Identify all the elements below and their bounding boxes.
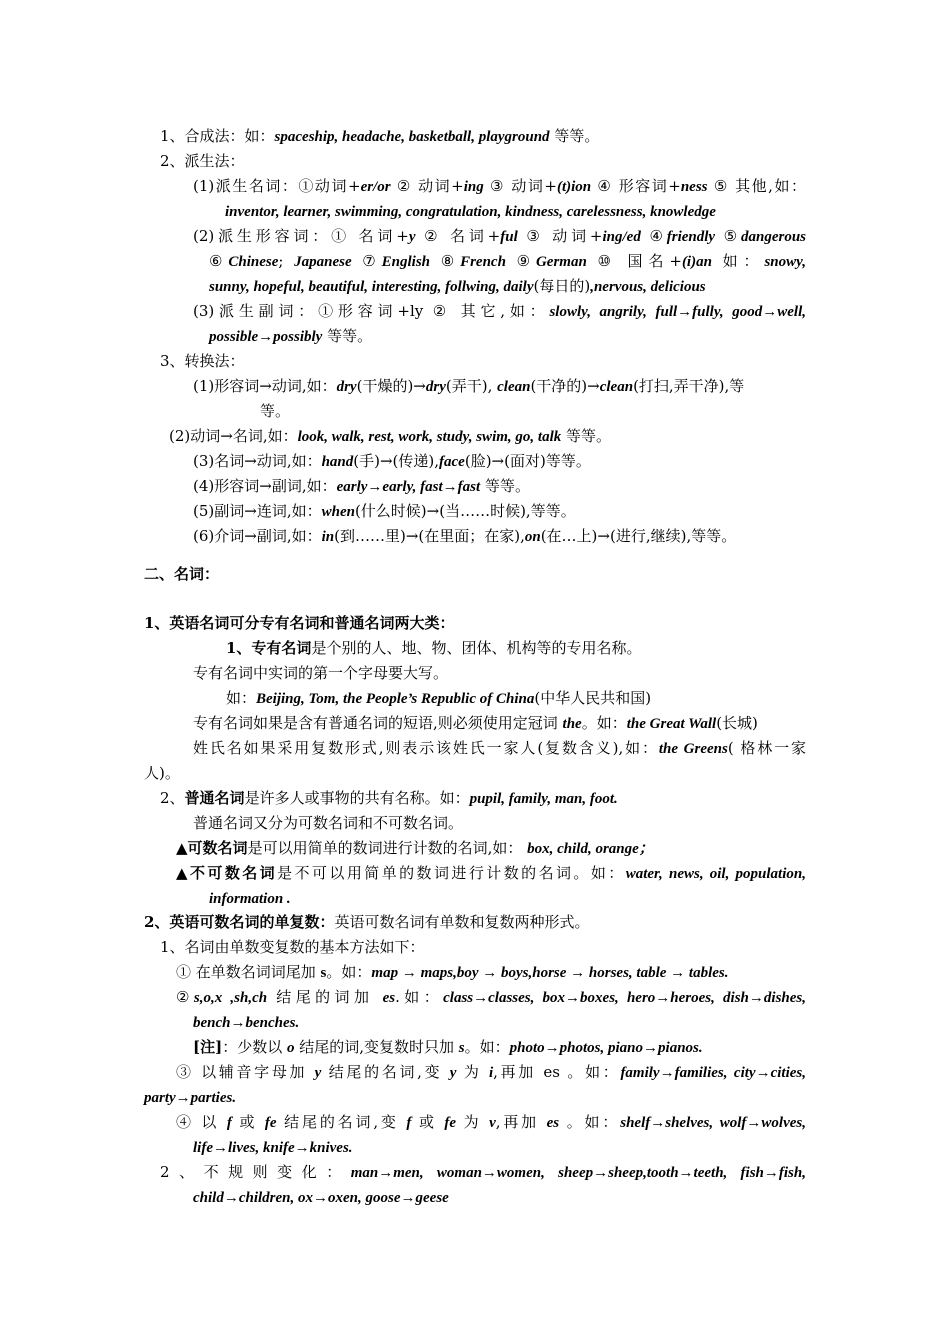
line-rule-y-to-ies-2: [0, 1085, 950, 1110]
line-rule-f-to-ves-2: [0, 1135, 950, 1160]
line-rule-add-es-2: [0, 1010, 950, 1035]
bold-heading-text: 1、专有名词: [226, 639, 312, 657]
line-adj-to-verb: [0, 374, 950, 399]
line-derived-adjective-3: [0, 274, 950, 299]
text-run: 姓氏名如果采用复数形式,则表示该姓氏一家人(复数含义),如：: [193, 739, 659, 757]
text-run: 等等。: [322, 327, 373, 345]
bold-italic-term: Chinese: [228, 254, 279, 270]
text-run: 为: [456, 1113, 490, 1131]
bold-italic-term: ness: [680, 179, 708, 195]
text-run: (在…上)→(进行,继续),等等。: [540, 527, 737, 545]
text-run: ③ 动词+: [517, 227, 603, 245]
bold-italic-term: hand: [321, 454, 354, 470]
line-countable-noun: [0, 836, 950, 861]
bold-italic-term: the Greens: [658, 741, 728, 757]
text-run: (什么时候)→(当……时候),等等。: [354, 502, 576, 520]
text-run: 。如：: [559, 1113, 621, 1131]
line-adj-to-adv: [0, 474, 950, 499]
line-adj-to-verb-2: [0, 399, 950, 423]
section-heading-noun: [0, 562, 950, 586]
line-rule-add-es: [0, 985, 950, 1010]
bold-italic-term: fe: [264, 1115, 277, 1131]
bold-term: s: [320, 965, 327, 981]
text-run: .如：: [395, 988, 444, 1006]
line-proper-noun-example: [0, 686, 950, 711]
bold-italic-term: German: [535, 254, 587, 270]
bold-italic-term: slowly, angrily, full→fully, good→well,: [549, 304, 806, 320]
text-run: 结尾的名词,变: [321, 1063, 450, 1081]
text-run: 1、名词由单数变复数的基本方法如下：: [160, 938, 425, 956]
text-run: (弄干),: [445, 377, 498, 395]
bold-italic-term: ,nervous, delicious: [590, 279, 706, 295]
line-noun-to-verb: [0, 449, 950, 474]
bold-italic-term: pupil, family, man, foot.: [469, 791, 618, 807]
bold-italic-term: f: [406, 1115, 412, 1131]
line-uncountable-noun-2: [0, 886, 950, 911]
bold-italic-term: in: [321, 529, 335, 545]
text-run: 专有名词中实词的第一个字母要大写。: [193, 664, 449, 682]
line-derived-adverb: [0, 299, 950, 324]
text-run: 等等。: [480, 477, 530, 495]
text-run: 是个别的人、地、物、团体、机构等的专用名称。: [311, 639, 642, 657]
bold-italic-term: ing: [463, 179, 484, 195]
text-run: 2、派生法：: [160, 152, 245, 170]
bold-italic-term: English: [381, 254, 431, 270]
line-derivation: [0, 149, 950, 173]
text-run: (1)派生名词：①动词+: [193, 177, 361, 195]
text-run: 结尾的名词,变: [276, 1113, 407, 1131]
text-run: 如：: [711, 252, 765, 270]
bold-italic-term: possible→possibly: [209, 329, 323, 345]
bold-italic-term: friendly: [666, 229, 716, 245]
text-run: ⑤: [715, 227, 741, 245]
bold-italic-term: y: [314, 1065, 322, 1081]
text-run: (干燥的)→: [356, 377, 426, 395]
text-run: (手)→(传递),: [353, 452, 440, 470]
text-run: ⑧: [430, 252, 461, 270]
text-run: 普通名词又分为可数名词和不可数名词。: [193, 814, 464, 832]
bold-italic-term: when: [321, 504, 355, 520]
text-run: (2)动词→名词,如：: [169, 427, 298, 445]
text-run: 。如：: [464, 1038, 510, 1056]
bold-heading-text: 不可数名词: [189, 864, 278, 882]
text-run: (中华人民共和国): [534, 689, 652, 707]
text-run: (打扫,弄干净),等: [633, 377, 745, 395]
line-verb-to-noun: [0, 424, 950, 449]
bold-italic-term: man→men, woman→women, sheep→sheep,tooth→teeth, fish→fish,: [350, 1165, 806, 1181]
bold-italic-term: y: [449, 1065, 457, 1081]
text-run: 。如：: [581, 714, 627, 732]
bold-italic-term: early→early, fast→fast: [336, 479, 481, 495]
bold-italic-term: clean: [497, 379, 531, 395]
text-run: ② 名词+: [415, 227, 501, 245]
text-run: 为: [456, 1063, 489, 1081]
text-run: (3)派生副词：①形容词+ly ② 其它,如：: [193, 302, 550, 320]
bold-italic-term: party→parties.: [144, 1090, 237, 1106]
bold-italic-term: the: [562, 716, 582, 732]
bold-italic-term: information .: [209, 891, 291, 907]
text-run: 2、不规则变化：: [160, 1163, 351, 1181]
text-run: (1)形容词→动词,如：: [193, 377, 337, 395]
text-run: ⑦: [351, 252, 382, 270]
bold-italic-term: o: [286, 1040, 295, 1056]
bold-heading-text: 1、英语名词可分专有名词和普通名词两大类：: [144, 614, 455, 632]
bold-italic-term: sunny, hopeful, beautiful, interesting, follwing, daily: [209, 279, 534, 295]
line-rule-f-to-ves: [0, 1110, 950, 1135]
line-irregular-2: [0, 1185, 950, 1210]
text-run: (4)形容词→副词,如：: [193, 477, 337, 495]
bold-italic-term: f: [226, 1115, 232, 1131]
bold-italic-term: er/or: [360, 179, 391, 195]
bold-italic-term: clean: [599, 379, 634, 395]
text-run: ④ 以: [176, 1113, 227, 1131]
text-run: 2、: [160, 789, 185, 807]
text-run: (干净的)→: [530, 377, 600, 395]
bold-italic-term: life→lives, knife→knives.: [193, 1140, 353, 1156]
bold-italic-term: es: [382, 990, 396, 1006]
text-run: ,再加 es 。如：: [493, 1063, 621, 1081]
text-run: 结尾的词,变复数时只加: [294, 1038, 459, 1056]
line-proper-noun-the: [0, 711, 950, 736]
bold-italic-term: v: [489, 1115, 496, 1131]
text-run: ④ 形容词+: [591, 177, 681, 195]
bold-italic-term: dangerous: [740, 229, 807, 245]
text-run: 等等。: [561, 427, 612, 445]
text-run: 等等。: [549, 127, 600, 145]
text-run: ▲: [176, 839, 188, 857]
text-run: 或: [231, 1113, 265, 1131]
line-uncountable-noun: [0, 861, 950, 886]
line-derived-noun: [0, 174, 950, 199]
text-run: 。如：: [326, 963, 372, 981]
bold-italic-term: ful: [500, 229, 518, 245]
bold-italic-term: dry: [336, 379, 357, 395]
text-run: ▲: [176, 864, 190, 882]
text-run: (脸)→(面对)等等。: [464, 452, 591, 470]
line-derived-adjective: [0, 224, 950, 249]
bold-italic-term: es: [546, 1115, 560, 1131]
text-run: 如：: [226, 689, 257, 707]
text-run: ⑩ 国名+: [586, 252, 682, 270]
line-prep-to-adv: [0, 524, 950, 549]
line-rule-add-s: [0, 960, 950, 985]
line-surname-plural-2: [0, 761, 950, 785]
bold-italic-term: on: [524, 529, 541, 545]
line-rule-note-o: [0, 1035, 950, 1060]
text-run: (长城): [716, 714, 758, 732]
text-run: (到……里)→(在里面；在家),: [334, 527, 525, 545]
heading-noun-types: [0, 611, 950, 635]
text-run: ( 格林一家: [727, 739, 806, 757]
text-run: (6)介词→副词,如：: [193, 527, 322, 545]
bold-heading-text: 普通名词: [184, 789, 245, 807]
text-run: ;: [278, 252, 295, 270]
text-run: (5)副词→连词,如：: [193, 502, 322, 520]
bold-italic-term: ing/ed: [602, 229, 641, 245]
text-run: ⑥: [209, 252, 229, 270]
text-run: ③ 以辅音字母加: [176, 1063, 315, 1081]
line-synthesis: [0, 124, 950, 149]
line-surname-plural: [0, 736, 950, 761]
line-adv-to-conj: [0, 499, 950, 524]
bold-italic-term: s: [458, 1040, 465, 1056]
bold-italic-term: spaceship, headache, basketball, playground: [274, 129, 550, 145]
text-run: 专有名词如果是含有普通名词的短语,则必须使用定冠词: [193, 714, 563, 732]
bold-italic-term: snowy,: [764, 254, 806, 270]
text-run: (2)派生形容词：① 名词+: [193, 227, 409, 245]
line-common-noun-split: [0, 811, 950, 835]
text-run: (3)名词→动词,如：: [193, 452, 322, 470]
line-derived-noun-examples: [0, 199, 950, 224]
bold-italic-term: (i)an: [681, 254, 712, 270]
text-run: ④: [640, 227, 667, 245]
bold-italic-term: water, news, oil, population,: [625, 866, 806, 882]
heading-singular-plural: [0, 910, 950, 934]
text-run: 或: [411, 1113, 445, 1131]
line-common-noun-def: [0, 786, 950, 811]
bold-italic-term: the Great Wall: [626, 716, 717, 732]
bold-italic-term: photo→photos, piano→pianos.: [509, 1040, 703, 1056]
text-run: ⑤ 其他,如：: [707, 177, 806, 195]
text-run: ：少数以: [222, 1038, 287, 1056]
text-run: 3、转换法：: [160, 352, 245, 370]
line-rule-y-to-ies: [0, 1060, 950, 1085]
bold-italic-term: French: [460, 254, 506, 270]
bold-heading-text: [注]: [193, 1038, 223, 1056]
bold-italic-term: Japanese: [294, 254, 352, 270]
bold-italic-term: face: [439, 454, 465, 470]
bold-italic-term: y: [408, 229, 416, 245]
text-run: ,再加: [495, 1113, 547, 1131]
text-run: ① 在单数名词词尾加: [176, 963, 321, 981]
bold-italic-term: map → maps,boy → boys,horse → horses, table → tables.: [371, 965, 729, 981]
line-derived-adverb-2: [0, 324, 950, 349]
text-run: 人)。: [144, 764, 180, 782]
line-proper-noun-def: [0, 636, 950, 660]
line-conversion: [0, 349, 950, 373]
bold-italic-term: (t)ion: [556, 179, 592, 195]
text-run: 结尾的词加: [267, 988, 383, 1006]
bold-italic-term: bench→benches.: [193, 1015, 300, 1031]
line-derived-adjective-2: [0, 249, 950, 274]
text-run: ② 动词+: [390, 177, 464, 195]
bold-italic-term: look, walk, rest, work, study, swim, go, talk: [297, 429, 562, 445]
bold-italic-term: class→classes, box→boxes, hero→heroes, dish→dishes,: [443, 990, 806, 1006]
bold-italic-term: i: [488, 1065, 494, 1081]
bold-italic-term: box, child, orange；: [527, 841, 654, 857]
bold-italic-term: family→families, city→cities,: [620, 1065, 806, 1081]
text-run: 英语可数名词有单数和复数两种形式。: [334, 913, 590, 931]
bold-italic-term: child→children, ox→oxen, goose→geese: [193, 1190, 449, 1206]
bold-heading-text: 二、名词：: [144, 565, 220, 583]
text-run: ③ 动词+: [483, 177, 557, 195]
bold-italic-term: s,o,x ,sh,ch: [193, 990, 268, 1006]
text-run: ②: [176, 988, 194, 1006]
text-run: 1、合成法：如：: [160, 127, 275, 145]
bold-heading-text: 2、英语可数名词的单复数：: [144, 913, 335, 931]
line-irregular: [0, 1160, 950, 1185]
text-run: 是可以用简单的数词进行计数的名词,如：: [247, 839, 528, 857]
text-run: 是不可以用简单的数词进行计数的名词。如：: [277, 864, 626, 882]
text-run: 是许多人或事物的共有名称。如：: [244, 789, 470, 807]
bold-heading-text: 可数名词: [187, 839, 248, 857]
bold-italic-term: fe: [444, 1115, 457, 1131]
bold-italic-term: dry: [425, 379, 446, 395]
bold-italic-term: Beijing, Tom, the People’s Republic of China: [256, 691, 535, 707]
text-run: (每日的): [533, 277, 591, 295]
bold-italic-term: inventor, learner, swimming, congratulation, kindness, carelessness, knowledge: [225, 204, 716, 220]
text-run: 等。: [260, 402, 291, 420]
text-run: ⑨: [505, 252, 536, 270]
line-proper-noun-capital: [0, 661, 950, 685]
line-plural-rules: [0, 935, 950, 959]
bold-italic-term: shelf→shelves, wolf→wolves,: [620, 1115, 806, 1131]
